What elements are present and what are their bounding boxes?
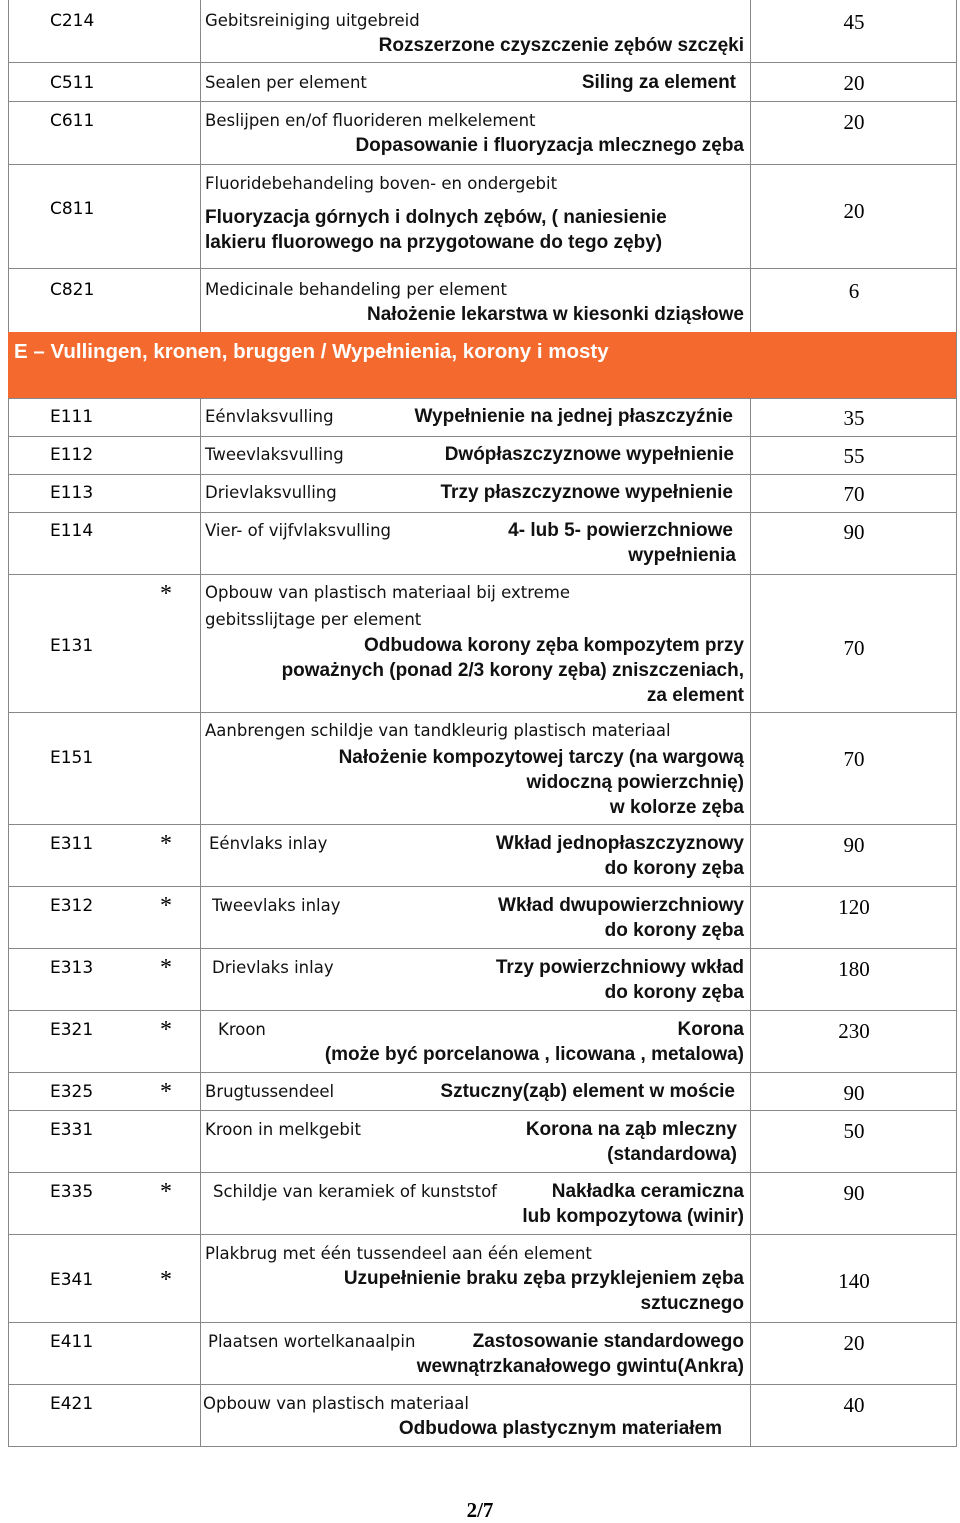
row-polish-desc: do korony zęba: [604, 920, 744, 941]
row-polish-desc: Dwópłaszczyznowe wypełnienie: [444, 444, 734, 465]
row-code: E411: [50, 1332, 94, 1352]
row-polish-desc: Nałożenie lekarstwa w kiesonki dziąsłowe: [367, 304, 744, 325]
row-polish-desc: lakieru fluorowego na przygotowane do tego zęby): [205, 232, 663, 253]
row-polish-desc: Dopasowanie i fluoryzacja mlecznego zęba: [355, 135, 744, 156]
row-code: E111: [50, 407, 94, 427]
row-dutch-desc: Medicinale behandeling per element: [205, 280, 507, 299]
row-code: C214: [50, 11, 95, 31]
row-divider: [8, 712, 957, 713]
row-polish-desc: (może być porcelanowa , licowana , metalowa): [324, 1044, 744, 1065]
row-polish-desc: Korona: [677, 1019, 744, 1040]
row-polish-desc: Trzy powierzchniowy wkład: [495, 957, 744, 978]
row-code: E313: [50, 958, 94, 978]
row-price: 70: [843, 482, 865, 506]
row-polish-desc: Sztuczny(ząb) element w moście: [440, 1081, 735, 1102]
row-polish-desc: w kolorze zęba: [609, 797, 744, 818]
row-price: 90: [843, 520, 865, 544]
row-price: 45: [843, 10, 865, 34]
row-polish-desc: do korony zęba: [604, 858, 744, 879]
row-polish-desc: do korony zęba: [604, 982, 744, 1003]
row-code: E341: [50, 1270, 94, 1290]
asterisk-marker: *: [160, 1079, 172, 1105]
row-price: 55: [843, 444, 865, 468]
row-price: 90: [843, 1181, 865, 1205]
row-divider: [8, 268, 957, 269]
row-divider: [8, 1384, 957, 1385]
row-dutch-desc: Drievlaks inlay: [212, 958, 334, 977]
row-code: E311: [50, 834, 94, 854]
row-dutch-desc: Gebitsreiniging uitgebreid: [205, 11, 420, 30]
row-dutch-desc: Drievlaksvulling: [205, 483, 337, 502]
asterisk-marker: *: [160, 955, 172, 981]
row-code: E312: [50, 896, 94, 916]
row-divider: [8, 62, 957, 63]
row-dutch-desc: Fluoridebehandeling boven- en ondergebit: [205, 174, 558, 193]
row-divider: [8, 824, 957, 825]
row-code: E331: [50, 1120, 94, 1140]
row-divider: [8, 1110, 957, 1111]
row-dutch-desc: Tweevlaks inlay: [212, 896, 341, 915]
row-code: C811: [50, 199, 95, 219]
row-code: C611: [50, 111, 95, 131]
row-price: 120: [838, 895, 870, 919]
row-polish-desc: wypełnienia: [628, 545, 736, 566]
row-dutch-desc: Schildje van keramiek of kunststof: [213, 1182, 497, 1201]
row-code: E335: [50, 1182, 94, 1202]
row-divider: [8, 1172, 957, 1173]
row-code: E151: [50, 748, 94, 768]
asterisk-marker: *: [160, 581, 172, 607]
row-polish-desc: Nałożenie kompozytowej tarczy (na wargową: [338, 747, 744, 768]
row-polish-desc: widoczną powierzchnię): [526, 772, 744, 793]
section-title: E – Vullingen, kronen, bruggen / Wypełnienia, korony i mosty: [14, 340, 609, 363]
row-price: 90: [843, 1081, 865, 1105]
row-price: 6: [848, 279, 860, 303]
row-polish-desc: Wkład jednopłaszczyznowy: [495, 833, 744, 854]
table-right-border: [956, 0, 957, 1446]
row-dutch-desc: Plakbrug met één tussendeel aan één element: [205, 1244, 592, 1263]
row-dutch-desc: Tweevlaksvulling: [205, 445, 344, 464]
row-polish-desc: lub kompozytowa (winir): [522, 1206, 744, 1227]
row-divider: [8, 1234, 957, 1235]
asterisk-marker: *: [160, 893, 172, 919]
row-divider: [8, 948, 957, 949]
column-divider: [750, 398, 751, 1446]
row-polish-desc: poważnych (ponad 2/3 korony zęba) zniszczeniach,: [281, 660, 744, 681]
row-dutch-desc: Aanbrengen schildje van tandkleurig plastisch materiaal: [205, 721, 671, 740]
row-polish-desc: Wypełnienie na jednej płaszczyźnie: [414, 406, 733, 427]
row-polish-desc: Nakładka ceramiczna: [551, 1181, 744, 1202]
row-price: 50: [843, 1119, 865, 1143]
row-code: E131: [50, 636, 94, 656]
row-dutch-desc: Kroon in melkgebit: [205, 1120, 361, 1139]
row-dutch-desc: gebitsslijtage per element: [205, 610, 422, 629]
row-code: C821: [50, 280, 95, 300]
row-divider: [8, 474, 957, 475]
row-price: 40: [843, 1393, 865, 1417]
row-divider: [8, 574, 957, 575]
asterisk-marker: *: [160, 831, 172, 857]
row-code: E114: [50, 521, 94, 541]
row-dutch-desc: Plaatsen wortelkanaalpin: [208, 1332, 416, 1351]
row-polish-desc: Korona na ząb mleczny: [525, 1119, 737, 1140]
row-dutch-desc: Beslijpen en/of fluorideren melkelement: [205, 111, 536, 130]
row-polish-desc: Uzupełnienie braku zęba przyklejeniem zęba: [343, 1268, 744, 1289]
row-polish-desc: Odbudowa korony zęba kompozytem przy: [363, 635, 744, 656]
asterisk-marker: *: [160, 1017, 172, 1043]
column-divider: [750, 0, 751, 332]
row-polish-desc: Zastosowanie standardowego: [472, 1331, 744, 1352]
row-code: E421: [50, 1394, 94, 1414]
row-dutch-desc: Vier- of vijfvlaksvulling: [205, 521, 391, 540]
row-price: 90: [843, 833, 865, 857]
row-dutch-desc: Eénvlaksvulling: [205, 407, 334, 426]
row-dutch-desc: Opbouw van plastisch materiaal: [203, 1394, 469, 1413]
row-polish-desc: Rozszerzone czyszczenie zębów szczęki: [378, 35, 744, 56]
row-divider: [8, 1010, 957, 1011]
row-price: 70: [843, 747, 865, 771]
table-left-border: [8, 0, 9, 1446]
row-price: 20: [843, 110, 865, 134]
row-dutch-desc: Eénvlaks inlay: [209, 834, 328, 853]
row-dutch-desc: Opbouw van plastisch materiaal bij extreme: [205, 583, 570, 602]
row-polish-desc: Wkład dwupowierzchniowy: [498, 895, 744, 916]
row-code: E113: [50, 483, 94, 503]
row-polish-desc: 4- lub 5- powierzchniowe: [508, 520, 733, 541]
row-price: 140: [838, 1269, 870, 1293]
row-divider: [8, 1322, 957, 1323]
row-price: 20: [843, 1331, 865, 1355]
row-polish-desc: (standardowa): [607, 1144, 737, 1165]
row-polish-desc: Fluoryzacja górnych i dolnych zębów, ( naniesienie: [205, 207, 667, 228]
row-dutch-desc: Sealen per element: [205, 73, 367, 92]
row-divider: [8, 164, 957, 165]
row-divider: [8, 886, 957, 887]
row-divider: [8, 398, 957, 399]
asterisk-marker: *: [160, 1267, 172, 1293]
row-price: 70: [843, 636, 865, 660]
row-divider: [8, 1446, 957, 1447]
row-polish-desc: Siling za element: [581, 72, 736, 93]
row-polish-desc: za element: [646, 685, 744, 706]
row-code: C511: [50, 73, 95, 93]
row-price: 230: [838, 1019, 870, 1043]
row-code: E321: [50, 1020, 94, 1040]
column-divider: [200, 398, 201, 1446]
row-divider: [8, 436, 957, 437]
row-divider: [8, 1072, 957, 1073]
row-polish-desc: wewnątrzkanałowego gwintu(Ankra): [416, 1356, 744, 1377]
row-dutch-desc: Brugtussendeel: [205, 1082, 335, 1101]
page-number: 2/7: [466, 1498, 494, 1522]
row-polish-desc: sztucznego: [640, 1293, 744, 1314]
row-divider: [8, 512, 957, 513]
row-divider: [8, 101, 957, 102]
row-code: E112: [50, 445, 94, 465]
asterisk-marker: *: [160, 1179, 172, 1205]
row-dutch-desc: Kroon: [218, 1020, 266, 1039]
row-polish-desc: Odbudowa plastycznym materiałem: [398, 1418, 722, 1439]
row-polish-desc: Trzy płaszczyznowe wypełnienie: [440, 482, 733, 503]
column-divider: [200, 0, 201, 332]
row-price: 20: [843, 199, 865, 223]
row-price: 180: [838, 957, 870, 981]
row-code: E325: [50, 1082, 94, 1102]
row-price: 20: [843, 71, 865, 95]
row-price: 35: [843, 406, 865, 430]
